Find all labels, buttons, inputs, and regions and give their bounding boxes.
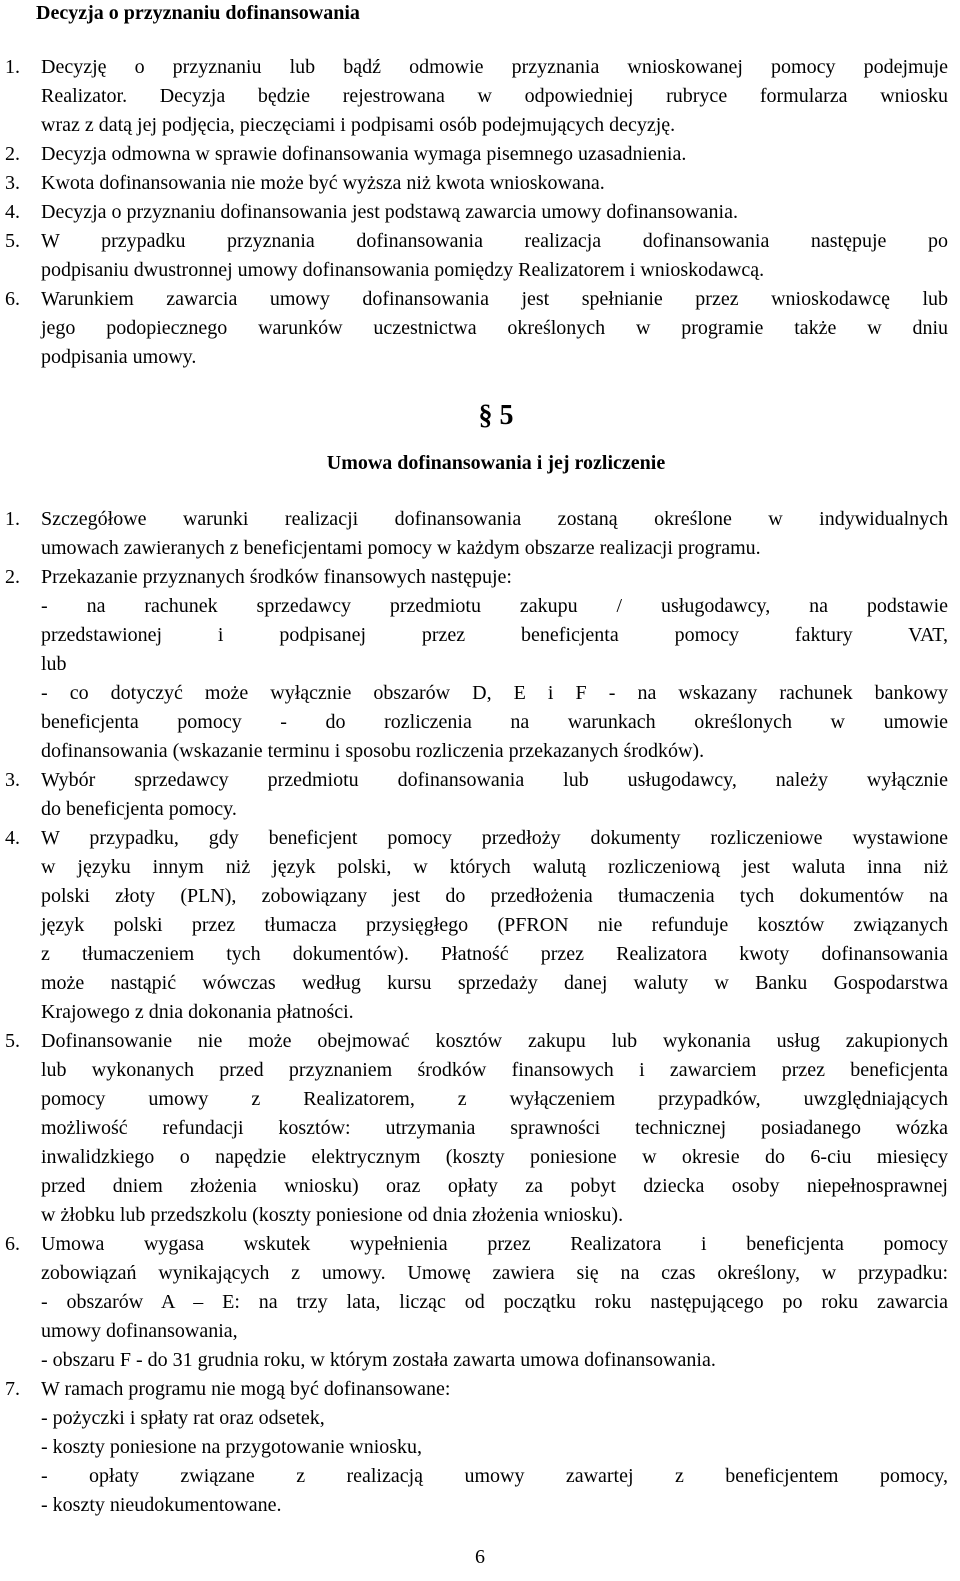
list-item-line: lub <box>41 653 67 675</box>
list-item-line: z tłumaczeniem tych dokumentów). Płatność przez Realizatora kwoty dofinansowania <box>41 943 948 965</box>
list-item-line: przed dniem złożenia wniosku) oraz opłaty za pobyt dziecka osoby niepełnosprawnej <box>41 1175 948 1197</box>
list-item-line: w języku innym niż język polski, w których walutą rozliczeniową jest waluta inna niż <box>41 856 948 878</box>
list-item-line: język polski przez tłumacza przysięgłego (PFRON nie refunduje kosztów związanych <box>41 914 948 936</box>
list-item-line: może nastąpić wówczas według kursu sprzedaży danej waluty w Banku Gospodarstwa <box>41 972 948 994</box>
decision-list <box>0 53 960 372</box>
list-item-line: zobowiązań wynikających z umowy. Umowę zawiera się na czas określony, w przypadku: <box>41 1262 948 1284</box>
list-item-line: - obszaru F - do 31 grudnia roku, w którym została zawarta umowa dofinansowania. <box>41 1349 716 1371</box>
list-item-line: inwalidzkiego o napędzie elektrycznym (koszty poniesione w okresie do 6-ciu miesięcy <box>41 1146 948 1168</box>
list-item-line: w żłobku lub przedszkolu (koszty poniesione od dnia złożenia wniosku). <box>41 1204 624 1226</box>
section-title: Umowa dofinansowania i jej rozliczenie <box>326 452 666 474</box>
list-item-number: 5. <box>5 230 20 252</box>
list-item-line: W przypadku przyznania dofinansowania realizacja dofinansowania następuje po <box>41 230 948 252</box>
list-item-line: polski złoty (PLN), zobowiązany jest do przedłożenia tłumaczenia tych dokumentów na <box>41 885 948 907</box>
list-item-line: podpisania umowy. <box>41 346 197 368</box>
list-item-line: Szczegółowe warunki realizacji dofinansowania zostaną określone w indywidualnych <box>41 508 948 530</box>
list-item <box>0 169 960 198</box>
agreement-list <box>0 505 960 1520</box>
list-item <box>0 563 960 766</box>
list-item-number: 2. <box>5 566 20 588</box>
list-item-line: - obszarów A – E: na trzy lata, licząc od początku roku następującego po roku zawarcia <box>41 1291 948 1313</box>
list-item <box>0 285 960 372</box>
list-item-number: 1. <box>5 508 20 530</box>
list-item-number: 4. <box>5 827 20 849</box>
list-item-number: 6. <box>5 288 20 310</box>
list-item <box>0 505 960 563</box>
list-item-line: - opłaty związane z realizacją umowy zawartej z beneficjentem pomocy, <box>41 1465 948 1487</box>
list-item-line: Decyzję o przyznaniu lub bądź odmowie przyznania wnioskowanej pomocy podejmuje <box>41 56 948 78</box>
list-item <box>0 1230 960 1375</box>
list-item <box>0 227 960 285</box>
list-item-line: wraz z datą jej podjęcia, pieczęciami i podpisami osób podejmujących decyzję. <box>41 114 676 136</box>
list-item-line: jego podopiecznego warunków uczestnictwa określonych w programie także w dniu <box>41 317 948 339</box>
list-item <box>0 1375 960 1520</box>
list-item-line: możliwość refundacji kosztów: utrzymania sprawności technicznej posiadanego wózka <box>41 1117 948 1139</box>
list-item-line: Warunkiem zawarcia umowy dofinansowania jest spełnianie przez wnioskodawcę lub <box>41 288 948 310</box>
list-item-number: 3. <box>5 769 20 791</box>
list-item-line: - koszty poniesione na przygotowanie wniosku, <box>41 1436 423 1458</box>
list-item-line: lub wykonanych przed przyznaniem środków finansowych i zawarciem przez beneficjenta <box>41 1059 948 1081</box>
list-item-number: 1. <box>5 56 20 78</box>
list-item-number: 4. <box>5 201 20 223</box>
list-item-number: 6. <box>5 1233 20 1255</box>
list-item <box>0 140 960 169</box>
list-item <box>0 1027 960 1230</box>
section-heading: Decyzja o przyznaniu dofinansowania <box>36 2 360 24</box>
list-item-line: umowy dofinansowania, <box>41 1320 238 1342</box>
list-item-line: umowach zawieranych z beneficjentami pomocy w każdym obszarze realizacji programu. <box>41 537 761 559</box>
list-item-number: 5. <box>5 1030 20 1052</box>
page-number: 6 <box>475 1546 485 1568</box>
list-item-line: Umowa wygasa wskutek wypełnienia przez Realizatora i beneficjenta pomocy <box>41 1233 948 1255</box>
list-item-line: W przypadku, gdy beneficjent pomocy przedłoży dokumenty rozliczeniowe wystawione <box>41 827 948 849</box>
list-item-line: do beneficjenta pomocy. <box>41 798 237 820</box>
list-item <box>0 824 960 1027</box>
list-item <box>0 198 960 227</box>
list-item-line: pomocy umowy z Realizatorem, z wyłączeniem przypadków, uwzględniających <box>41 1088 948 1110</box>
list-item-line: beneficjenta pomocy - do rozliczenia na warunkach określonych w umowie <box>41 711 948 733</box>
list-item-line: Realizator. Decyzja będzie rejestrowana w odpowiedniej rubryce formularza wniosku <box>41 85 948 107</box>
list-item-line: Kwota dofinansowania nie może być wyższa niż kwota wnioskowana. <box>41 172 605 194</box>
section-number: § 5 <box>478 400 514 431</box>
list-item-line: W ramach programu nie mogą być dofinansowane: <box>41 1378 451 1400</box>
list-item-line: - na rachunek sprzedawcy przedmiotu zakupu / usługodawcy, na podstawie <box>41 595 948 617</box>
list-item-line: - koszty nieudokumentowane. <box>41 1494 282 1516</box>
list-item-line: dofinansowania (wskazanie terminu i sposobu rozliczenia przekazanych środków). <box>41 740 705 762</box>
list-item-line: przedstawionej i podpisanej przez beneficjenta pomocy faktury VAT, <box>41 624 948 646</box>
list-item-number: 7. <box>5 1378 20 1400</box>
list-item-line: Dofinansowanie nie może obejmować kosztów zakupu lub wykonania usług zakupionych <box>41 1030 948 1052</box>
list-item <box>0 766 960 824</box>
list-item-line: Przekazanie przyznanych środków finansowych następuje: <box>41 566 512 588</box>
list-item-line: podpisaniu dwustronnej umowy dofinansowania pomiędzy Realizatorem i wnioskodawcą. <box>41 259 765 281</box>
list-item-line: - pożyczki i spłaty rat oraz odsetek, <box>41 1407 325 1429</box>
list-item-line: - co dotyczyć może wyłącznie obszarów D, E i F - na wskazany rachunek bankowy <box>41 682 948 704</box>
list-item <box>0 53 960 140</box>
list-item-line: Decyzja o przyznaniu dofinansowania jest podstawą zawarcia umowy dofinansowania. <box>41 201 738 223</box>
list-item-number: 3. <box>5 172 20 194</box>
list-item-line: Krajowego z dnia dokonania płatności. <box>41 1001 354 1023</box>
list-item-line: Wybór sprzedawcy przedmiotu dofinansowania lub usługodawcy, należy wyłącznie <box>41 769 948 791</box>
list-item-number: 2. <box>5 143 20 165</box>
list-item-line: Decyzja odmowna w sprawie dofinansowania wymaga pisemnego uzasadnienia. <box>41 143 687 165</box>
